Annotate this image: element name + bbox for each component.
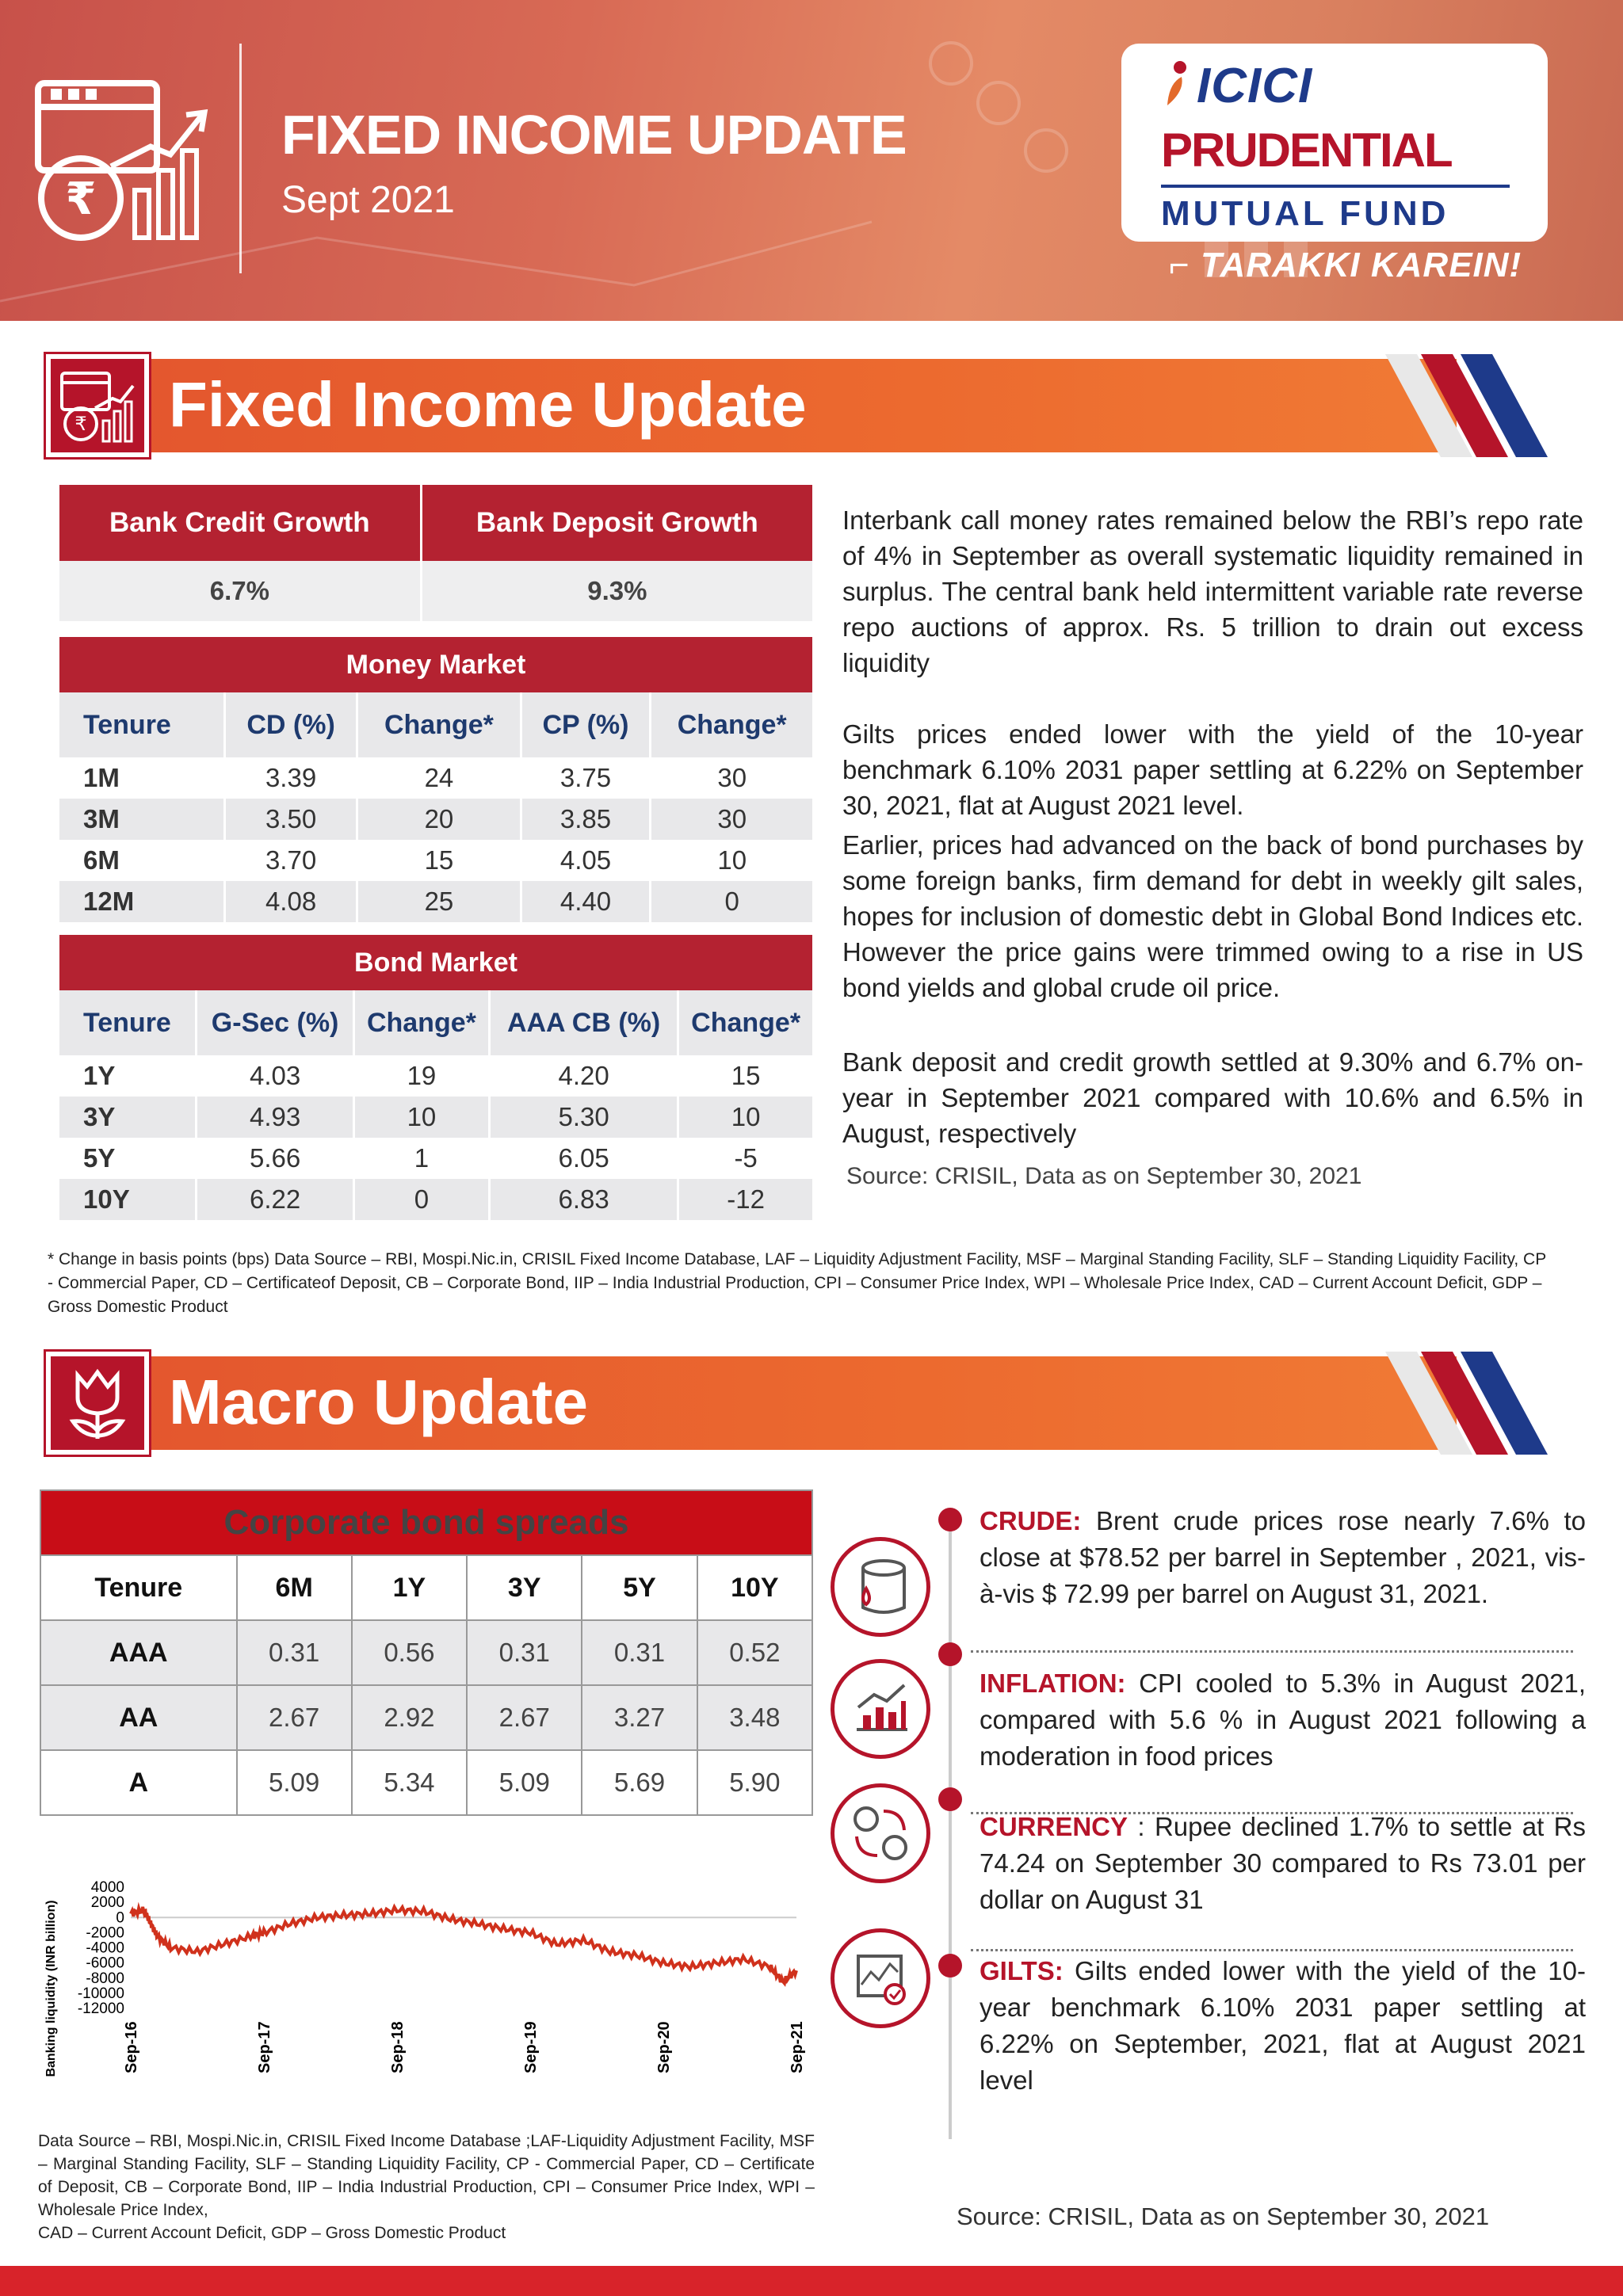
table-cell: 15 — [678, 1055, 812, 1097]
macro-item-text: Brent crude prices rose nearly 7.6% to close at $78.52 per barrel in September , 2021, vis-à-vis $ 72.99 per barrel on August 31, 2021. — [980, 1506, 1586, 1608]
table-header: Change* — [678, 990, 812, 1055]
banking-liquidity-chart — [36, 1870, 820, 2100]
timeline-dot — [938, 1508, 962, 1531]
table-row — [59, 1055, 812, 1097]
timeline-dot — [938, 1954, 962, 1978]
timeline-dot — [938, 1787, 962, 1811]
table-header: 5Y — [582, 1555, 697, 1620]
timeline-line — [949, 1521, 952, 2139]
table-cell: 0.31 — [467, 1620, 582, 1685]
chart-y-tick-label: 2000 — [90, 1894, 124, 1912]
table-cell: 10 — [678, 1097, 812, 1138]
table-cell: 0.56 — [352, 1620, 467, 1685]
table-cell: 4.03 — [197, 1055, 354, 1097]
banner-stripes — [1385, 354, 1568, 457]
table-cell: 6.22 — [197, 1179, 354, 1220]
footnote: * Change in basis points (bps) Data Source – RBI, Mospi.Nic.in, CRISIL Fixed Income Database, LAF – Liquidity Adjustment Facility, MSF – Marginal Standing Facility, SLF – Standing Liquidity Facility, CP - Commercial Paper, CD – Certificateof Deposit, CB – Corporate Bond, IIP – India Industrial Production, CPI – Consumer Price Index, WPI – Wholesale Price Index, CAD – Current Account Deficit, GDP – Gross Domestic Product — [48, 1250, 1546, 1316]
table-header: 1Y — [352, 1555, 467, 1620]
table-cell: A — [40, 1750, 237, 1815]
footer-bar — [0, 2266, 1623, 2296]
icici-i-icon — [1161, 59, 1193, 107]
chart-x-tick-label: Sep-19 — [522, 2021, 540, 2073]
table-cell: 5.30 — [489, 1097, 678, 1138]
macro-item-text: Gilts ended lower with the yield of the 10-year benchmark 6.10% 2031 paper settling at 6.22% on September, 2021, flat at August 2021 level — [980, 1956, 1586, 2095]
chart-y-tick-label: -12000 — [77, 2000, 124, 2017]
table-row — [59, 757, 812, 799]
money-market-table — [59, 637, 812, 922]
chart-x-ticks — [123, 2021, 806, 2073]
table-header: G-Sec (%) — [197, 990, 354, 1055]
table-cell: 6.83 — [489, 1179, 678, 1220]
chart-y-tick-label: 4000 — [90, 1879, 124, 1896]
table-cell: 3M — [59, 799, 224, 840]
logo-mutual-fund-text: MUTUAL FUND — [1161, 194, 1449, 233]
table-header: Change* — [651, 692, 812, 757]
table-cell: 0 — [651, 881, 812, 922]
corporate-bond-spreads-table — [40, 1489, 813, 1816]
credit-growth-table — [59, 485, 812, 621]
table-row — [59, 799, 812, 840]
header-banner — [0, 0, 1623, 321]
chart-y-tick-label: 0 — [116, 1909, 124, 1927]
table-cell: 3.48 — [697, 1685, 812, 1750]
paragraph-bank-growth: Bank deposit and credit growth settled at 9.30% and 6.7% on-year in September 2021 compared with 10.6% and 6.5% in August, respectively — [842, 1047, 1583, 1148]
table-cell: 1 — [353, 1138, 489, 1179]
table-cell: 5.66 — [197, 1138, 354, 1179]
tulip-icon — [46, 1352, 149, 1455]
page-title: FIXED INCOME UPDATE — [281, 104, 907, 166]
table-row — [59, 840, 812, 881]
table-cell: -12 — [678, 1179, 812, 1220]
macro-item-text: CPI cooled to 5.3% in August 2021, compared with 5.6 % in August 2021 following a moderation in food prices — [980, 1669, 1586, 1771]
money-market-title: Money Market — [59, 637, 812, 692]
table-header: Change* — [353, 990, 489, 1055]
table-cell: 4.05 — [521, 840, 651, 881]
svg-text:₹: ₹ — [65, 174, 97, 225]
currency-exchange-icon — [831, 1783, 930, 1883]
table-row — [59, 881, 812, 922]
bond-market-table — [59, 935, 812, 1220]
table-cell: 19 — [353, 1055, 489, 1097]
section-title: Macro Update — [169, 1367, 588, 1437]
table-header: 3Y — [467, 1555, 582, 1620]
table-cell: 3.27 — [582, 1685, 697, 1750]
table-cell: 3.85 — [521, 799, 651, 840]
tagline-steps-icon: ⌐ — [1169, 246, 1190, 284]
table-cell: 3.50 — [224, 799, 357, 840]
tagline-text: TARAKKI KAREIN! — [1200, 246, 1522, 284]
table-header: CD (%) — [224, 692, 357, 757]
section-title: Fixed Income Update — [169, 369, 807, 440]
source-note: Source: CRISIL, Data as on September 30, 2021 — [846, 1163, 1362, 1189]
table-cell: AA — [40, 1685, 237, 1750]
chart-x-tick-label: Sep-20 — [655, 2021, 673, 2073]
chart-y-tick-label: -8000 — [86, 1970, 124, 1987]
macro-source-note: Source: CRISIL, Data as on September 30, 2021 — [957, 2203, 1490, 2230]
finance-lock-chart-icon — [32, 71, 214, 254]
macro-footnote-line2: CAD – Current Account Deficit, GDP – Gross Domestic Product — [38, 2224, 506, 2242]
table-cell: 3Y — [59, 1097, 197, 1138]
table-cell: 20 — [357, 799, 521, 840]
chart-x-tick-label: Sep-16 — [123, 2021, 140, 2073]
table-cell: 2.67 — [467, 1685, 582, 1750]
svg-text:₹: ₹ — [74, 413, 87, 435]
chart-y-ticks — [78, 1879, 124, 2017]
logo-icici-text: ICICI — [1197, 59, 1313, 113]
fixed-income-banner — [46, 354, 1561, 457]
table-row — [40, 1685, 812, 1750]
bond-market-title: Bond Market — [59, 935, 812, 990]
table-cell: 15 — [357, 840, 521, 881]
table-cell: 2.67 — [237, 1685, 352, 1750]
table-header: Tenure — [59, 692, 224, 757]
macro-footnote — [38, 2130, 815, 2245]
macro-item-gilts — [980, 1953, 1586, 2099]
chart-y-tick-label: -6000 — [86, 1955, 124, 1972]
table-cell: 0.31 — [582, 1620, 697, 1685]
table-cell: 5.69 — [582, 1750, 697, 1815]
table-header: CP (%) — [521, 692, 651, 757]
table-header: 6M — [237, 1555, 352, 1620]
table-cell: 6.05 — [489, 1138, 678, 1179]
chart-y-axis-label: Banking liquidity (INR billion) — [44, 1900, 58, 2077]
chart-x-tick-label: Sep-21 — [789, 2021, 806, 2073]
table-cell: 5.34 — [352, 1750, 467, 1815]
macro-item-crude — [980, 1503, 1586, 1612]
table-cell: 2.92 — [352, 1685, 467, 1750]
table-cell: AAA — [40, 1620, 237, 1685]
table-cell: 5Y — [59, 1138, 197, 1179]
table-row — [59, 1138, 812, 1179]
table-header: Tenure — [59, 990, 197, 1055]
paragraph-gilts: Gilts prices ended lower with the yield of the 10-year benchmark 6.10% 2031 paper settling at 6.22% on September 30, 2021, flat at August 2021 level. — [842, 719, 1583, 820]
table-header: Change* — [357, 692, 521, 757]
table-cell: 3.75 — [521, 757, 651, 799]
table-cell: 4.40 — [521, 881, 651, 922]
table-cell: 3.70 — [224, 840, 357, 881]
brand-logo — [1121, 44, 1548, 242]
logo-divider — [1161, 185, 1510, 188]
table-cell: 3.39 — [224, 757, 357, 799]
table-cell: 24 — [357, 757, 521, 799]
macro-footnote-line1: Data Source – RBI, Mospi.Nic.in, CRISIL Fixed Income Database ;LAF-Liquidity Adjustment Facility, MSF – Marginal Standing Facility, SLF – Standing Liquidity Facility, CP - Commercial Paper, CD – Certificate of Deposit, CB – Corporate Bond, IIP – India Industrial Production, CPI – Consumer Price Index, WPI – Wholesale Price Index, — [38, 2132, 815, 2219]
logo-prudential-text: PRUDENTIAL — [1161, 124, 1452, 177]
deposit-growth-header: Bank Deposit Growth — [421, 485, 812, 561]
macro-item-label: GILTS: — [980, 1956, 1064, 1985]
chart-x-tick-label: Sep-18 — [389, 2021, 407, 2073]
table-cell: 30 — [651, 799, 812, 840]
table-cell: 1M — [59, 757, 224, 799]
page-subtitle: Sept 2021 — [281, 179, 455, 221]
table-header: 10Y — [697, 1555, 812, 1620]
deposit-growth-value: 9.3% — [421, 561, 812, 621]
credit-growth-value: 6.7% — [59, 561, 421, 621]
fixed-income-icon — [46, 354, 149, 457]
macro-item-label: INFLATION: — [980, 1669, 1126, 1698]
table-cell: 4.93 — [197, 1097, 354, 1138]
credit-growth-header: Bank Credit Growth — [59, 485, 421, 561]
table-cell: 0 — [353, 1179, 489, 1220]
table-cell: -5 — [678, 1138, 812, 1179]
gilts-chart-icon — [831, 1928, 930, 2028]
macro-item-text: : Rupee declined 1.7% to settle at Rs 74.24 on September 30 compared to Rs 73.01 per dollar on August 31 — [980, 1812, 1586, 1914]
table-cell: 25 — [357, 881, 521, 922]
table-cell: 30 — [651, 757, 812, 799]
dotted-divider — [971, 1650, 1573, 1653]
table-cell: 0.31 — [237, 1620, 352, 1685]
banner-stripes — [1385, 1352, 1568, 1455]
table-cell: 5.09 — [237, 1750, 352, 1815]
chart-x-tick-label: Sep-17 — [256, 2021, 273, 2073]
table-cell: 4.08 — [224, 881, 357, 922]
table-cell: 10 — [353, 1097, 489, 1138]
macro-item-label: CRUDE: — [980, 1506, 1082, 1535]
table-cell: 12M — [59, 881, 224, 922]
chart-series-line — [131, 1907, 796, 1984]
table-header: AAA CB (%) — [489, 990, 678, 1055]
table-cell: 4.20 — [489, 1055, 678, 1097]
macro-item-currency — [980, 1809, 1586, 1918]
paragraph-earlier: Earlier, prices had advanced on the back of bond purchases by some foreign banks, firm demand for debt in weekly gilt sales, hopes for inclusion of domestic debt in Global Bond Indices etc. However the price gains were trimmed owing to a rise in US bond yields and global crude oil price. — [842, 830, 1583, 1002]
macro-item-inflation — [980, 1665, 1586, 1775]
table-row — [40, 1620, 812, 1685]
table-cell: 10Y — [59, 1179, 197, 1220]
table-row — [59, 1179, 812, 1220]
spreads-title: Corporate bond spreads — [40, 1490, 812, 1555]
chart-y-tick-label: -2000 — [86, 1924, 124, 1942]
tagline — [1169, 246, 1522, 285]
table-cell: 1Y — [59, 1055, 197, 1097]
chart-y-tick-label: -10000 — [77, 1985, 124, 2002]
table-cell: 0.52 — [697, 1620, 812, 1685]
table-header: Tenure — [40, 1555, 237, 1620]
dotted-divider — [971, 1949, 1573, 1951]
macro-update-banner — [46, 1352, 1561, 1455]
timeline-dot — [938, 1642, 962, 1666]
header-divider — [239, 44, 242, 273]
table-cell: 5.90 — [697, 1750, 812, 1815]
paragraph-call-money: Interbank call money rates remained below the RBI’s repo rate of 4% in September as overall systematic liquidity remained in surplus. The central bank held intermittent variable rate reverse repo auctions of approx. Rs. 5 trillion to drain out excess liquidity — [842, 505, 1583, 677]
table-cell: 6M — [59, 840, 224, 881]
macro-item-label: CURRENCY — [980, 1812, 1128, 1841]
oil-barrel-icon — [831, 1537, 930, 1637]
table-row — [59, 1097, 812, 1138]
rising-chart-icon — [831, 1659, 930, 1759]
chart-y-tick-label: -4000 — [86, 1939, 124, 1957]
table-cell: 10 — [651, 840, 812, 881]
table-row — [40, 1750, 812, 1815]
table-cell: 5.09 — [467, 1750, 582, 1815]
